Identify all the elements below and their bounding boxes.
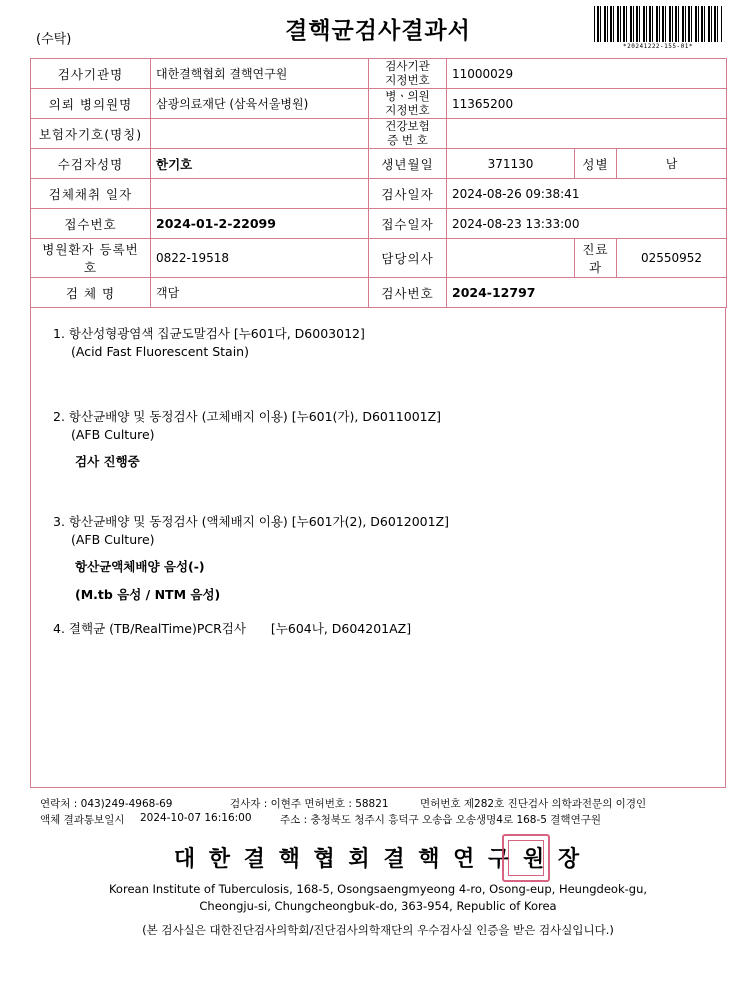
value-insurance-number xyxy=(447,119,727,149)
license-label: 면허번호 제282호 진단검사 의학과전문의 이경인 xyxy=(420,798,647,810)
value-clinic-code: 11365200 xyxy=(447,89,727,119)
contact-label: 연락처 : 043)249-4968-69 xyxy=(40,798,173,810)
value-collection-date xyxy=(151,179,369,209)
accreditation-note: (본 검사실은 대한진단검사의학회/진단검사의학재단의 우수검사실 인증을 받은 검사실입니다.) xyxy=(142,922,614,937)
label-clinic-code: 병ㆍ의원 지정번호 xyxy=(369,89,447,119)
label-insurance: 보험자기호(명칭) xyxy=(31,119,151,149)
results-panel xyxy=(30,308,726,788)
value-institution-code: 11000029 xyxy=(447,59,727,89)
patient-info-table xyxy=(30,58,727,308)
barcode-icon xyxy=(594,6,722,42)
label-collection-date: 검체채취 일자 xyxy=(31,179,151,209)
document-header xyxy=(30,0,726,58)
table-row xyxy=(31,179,727,209)
value-institution: 대한결핵협회 결핵연구원 xyxy=(151,59,369,89)
result-3-subtitle: (AFB Culture) xyxy=(71,532,155,547)
trust-label: (수탁) xyxy=(36,32,72,47)
value-insurance xyxy=(151,119,369,149)
label-reception-number: 접수번호 xyxy=(31,209,151,239)
value-department: 02550952 xyxy=(617,239,727,278)
result-item-1 xyxy=(49,324,707,359)
result-2-title xyxy=(53,407,707,425)
liquid-report-label: 액체 결과통보일시 xyxy=(40,814,125,826)
address-en-line1: Korean Institute of Tuberculosis, 168-5, Osongsaengmyeong 4-ro, Osong-eup, Heungdeok-gu, xyxy=(108,882,648,896)
label-insurance-number: 건강보험 증 번 호 xyxy=(369,119,447,149)
result-2-text: 항산균배양 및 동정검사 (고체배지 이용) [누601(가), D6011001Z] xyxy=(68,409,442,424)
result-2-value: 검사 진행중 xyxy=(75,454,140,469)
label-reception-date: 접수일자 xyxy=(369,209,447,239)
result-item-4 xyxy=(49,619,707,637)
label-institution-code: 검사기관 지정번호 xyxy=(369,59,447,89)
label-specimen: 검 체 명 xyxy=(31,278,151,308)
spacer xyxy=(49,363,707,407)
result-item-3 xyxy=(49,512,707,603)
label-test-date: 검사일자 xyxy=(369,179,447,209)
page-title: 결핵균검사결과서 xyxy=(285,18,471,44)
value-test-number: 2024-12797 xyxy=(447,278,727,308)
organization-address-en xyxy=(30,881,726,916)
label-gender: 성별 xyxy=(575,149,617,179)
label-institution: 검사기관명 xyxy=(31,59,151,89)
label-department: 진료과 xyxy=(575,239,617,278)
label-hospital-patient-id: 병원환자 등록번호 xyxy=(31,239,151,278)
value-patient-name: 한기호 xyxy=(151,149,369,179)
result-3-value: 항산균액체배양 음성(-) xyxy=(75,559,205,574)
address-en-line2: Cheongju-si, Chungcheongbuk-do, 363-954, Republic of Korea xyxy=(199,899,557,914)
result-1-text: 항산성형광염색 집균도말검사 [누601다, D6003012] xyxy=(68,326,365,341)
table-row xyxy=(31,89,727,119)
value-clinic: 삼광의료재단 (삼육서울병원) xyxy=(151,89,369,119)
footer-row-2 xyxy=(30,812,726,828)
table-row xyxy=(31,278,727,308)
value-specimen: 객담 xyxy=(151,278,369,308)
label-birthdate: 생년월일 xyxy=(369,149,447,179)
result-1-title xyxy=(53,324,707,342)
liquid-report-value: 2024-10-07 16:16:00 xyxy=(140,812,252,824)
value-birthdate: 371130 xyxy=(447,149,575,179)
table-row xyxy=(31,59,727,89)
result-4-title xyxy=(53,619,707,637)
table-row xyxy=(31,239,727,278)
result-item-2 xyxy=(49,407,707,470)
address-label: 주소 : 충청북도 청주시 흥덕구 오송읍 오송생명4로 168-5 결핵연구원 xyxy=(280,814,602,826)
table-row xyxy=(31,119,727,149)
barcode-number: *20241222-155-01* xyxy=(623,43,693,50)
table-row xyxy=(31,149,727,179)
result-1-number: 1. xyxy=(53,326,65,341)
value-reception-date: 2024-08-23 13:33:00 xyxy=(447,209,727,239)
document-footer xyxy=(30,796,726,938)
result-3-value-detail: (M.tb 음성 / NTM 음성) xyxy=(75,587,221,602)
spacer xyxy=(49,474,707,512)
result-3-title xyxy=(53,512,707,530)
result-1-subtitle: (Acid Fast Fluorescent Stain) xyxy=(71,344,249,359)
organization-title-text: 대 한 결 핵 협 회 결 핵 연 구 원 장 xyxy=(173,847,583,872)
footer-row-1 xyxy=(30,796,726,812)
value-doctor xyxy=(447,239,575,278)
label-doctor: 담당의사 xyxy=(369,239,447,278)
value-hospital-patient-id: 0822-19518 xyxy=(151,239,369,278)
spacer xyxy=(49,607,707,619)
result-4-number: 4. xyxy=(53,621,65,636)
value-gender: 남 xyxy=(617,149,727,179)
label-test-number: 검사번호 xyxy=(369,278,447,308)
organization-title xyxy=(30,842,726,873)
label-patient-name: 수검자성명 xyxy=(31,149,151,179)
result-2-number: 2. xyxy=(53,409,65,424)
label-clinic: 의뢰 병의원명 xyxy=(31,89,151,119)
value-test-date: 2024-08-26 09:38:41 xyxy=(447,179,727,209)
official-seal-icon xyxy=(502,834,550,882)
tester-label: 검사자 : 이현주 면허번호 : 58821 xyxy=(230,798,389,810)
result-3-text: 항산균배양 및 동정검사 (액체배지 이용) [누601가(2), D6012001Z] xyxy=(68,514,450,529)
table-row xyxy=(31,209,727,239)
result-2-subtitle: (AFB Culture) xyxy=(71,427,155,442)
value-reception-number: 2024-01-2-22099 xyxy=(151,209,369,239)
result-4-text: 결핵균 (TB/RealTime)PCR검사 [누604나, D604201AZ] xyxy=(68,621,412,636)
result-3-number: 3. xyxy=(53,514,65,529)
